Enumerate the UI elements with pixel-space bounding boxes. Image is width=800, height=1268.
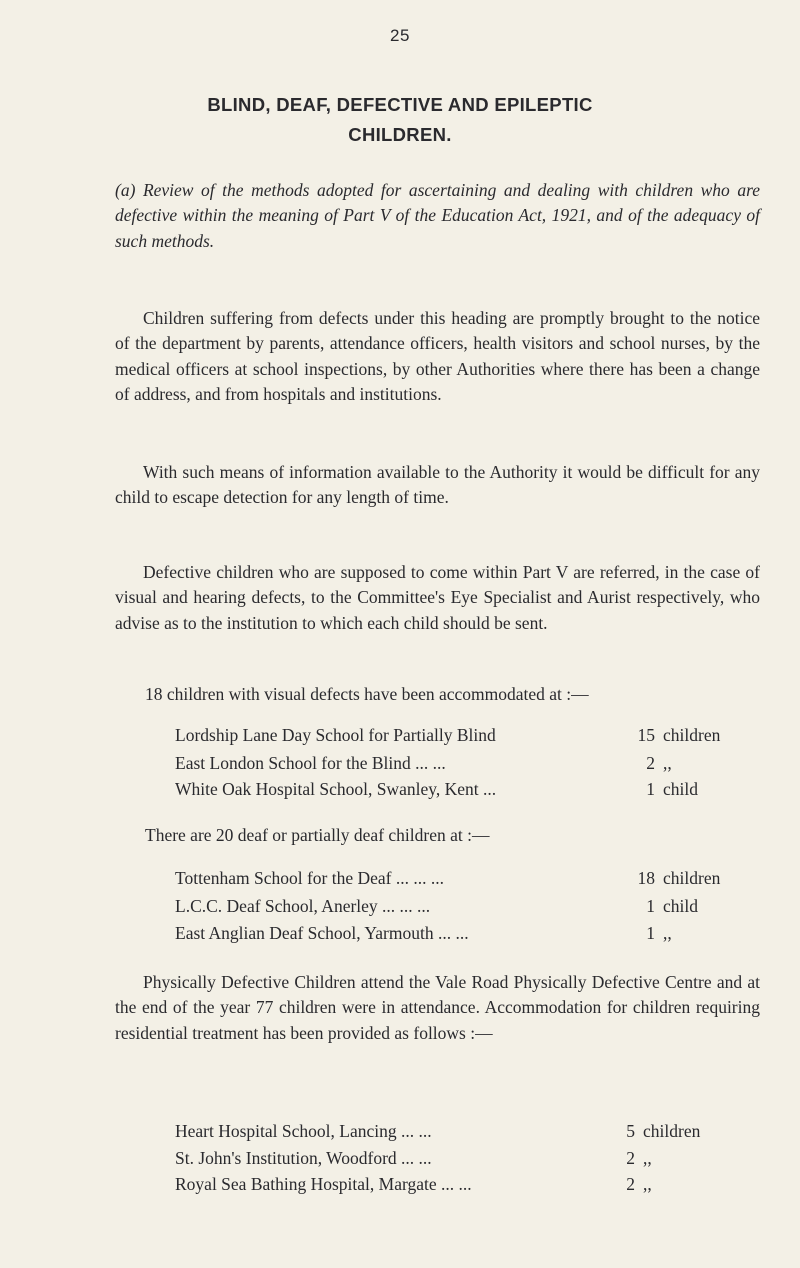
list-item-count: 1 (646, 896, 655, 916)
paragraph-physically-defective: Physically Defective Children attend the Vale Road Physically Defective Centre and at the end of the year 77 children were in attendance. Accommodation for children requiring residential treatment has been provided as follows :— (115, 972, 760, 1043)
list-item (175, 776, 770, 802)
section-heading (60, 90, 740, 150)
list-item-name: White Oak Hospital School, Swanley, Kent ... (175, 779, 497, 799)
list-item-unit: children (663, 725, 721, 745)
review-label: (a) (115, 180, 136, 200)
visual-list-intro: 18 children with visual defects have been accommodated at :— (145, 684, 589, 704)
list-item-count: 1 (646, 923, 655, 943)
deaf-list-intro: There are 20 deaf or partially deaf children at :— (145, 825, 490, 845)
list-item (175, 1118, 770, 1144)
list-item-unit: ,, (643, 1148, 652, 1168)
paragraph-referral: Defective children who are supposed to come within Part V are referred, in the case of visual and hearing defects, to the Committee's Eye Specialist and Aurist respectively, who advise as to the institution to which each child should be sent. (115, 562, 760, 633)
list-item (175, 865, 770, 891)
list-item-count: 5 (626, 1121, 635, 1141)
list-item-count: 2 (626, 1174, 635, 1194)
list-item-unit: ,, (643, 1174, 652, 1194)
list-item-name: East Anglian Deaf School, Yarmouth ... ... (175, 923, 469, 943)
list-item-unit: child (663, 896, 698, 916)
review-text: Review of the methods adopted for ascertaining and dealing with children who are defective within the meaning of Part V of the Education Act, 1921, and of the adequacy of such methods. (115, 180, 761, 251)
paragraph-notification: Children suffering from defects under this heading are promptly brought to the notice of the department by parents, attendance officers, health visitors and school nurses, by the medical officers at school inspections, by other Authorities where there has been a change of address, and from hospitals and institutions. (115, 308, 760, 404)
list-item-name: L.C.C. Deaf School, Anerley ... ... ... (175, 896, 431, 916)
list-item-name: Royal Sea Bathing Hospital, Margate ... ... (175, 1174, 472, 1194)
review-paragraph (115, 178, 760, 254)
list-item (175, 920, 770, 946)
paragraph-information: With such means of information available to the Authority it would be difficult for any child to escape detection for any length of time. (115, 462, 760, 508)
list-item (175, 750, 770, 776)
list-item-name: Lordship Lane Day School for Partially Blind (175, 725, 496, 745)
heading-line-2: CHILDREN. (348, 124, 452, 145)
list-item (175, 722, 770, 748)
list-item-unit: children (643, 1121, 701, 1141)
heading-line-1: BLIND, DEAF, DEFECTIVE AND EPILEPTIC (207, 94, 593, 115)
list-item-unit: children (663, 868, 721, 888)
list-item-name: Heart Hospital School, Lancing ... ... (175, 1121, 432, 1141)
list-item (175, 893, 770, 919)
list-item-count: 2 (626, 1148, 635, 1168)
list-item-count: 2 (646, 753, 655, 773)
list-item-unit: ,, (663, 923, 672, 943)
list-item-count: 15 (637, 725, 655, 745)
list-item-name: East London School for the Blind ... ... (175, 753, 446, 773)
list-item (175, 1145, 770, 1171)
list-item (175, 1171, 770, 1197)
list-item-count: 18 (637, 868, 655, 888)
page-number: 25 (390, 26, 410, 45)
list-item-count: 1 (646, 779, 655, 799)
list-item-name: St. John's Institution, Woodford ... ... (175, 1148, 432, 1168)
list-item-unit: child (663, 779, 698, 799)
list-item-name: Tottenham School for the Deaf ... ... ... (175, 868, 444, 888)
list-item-unit: ,, (663, 753, 672, 773)
